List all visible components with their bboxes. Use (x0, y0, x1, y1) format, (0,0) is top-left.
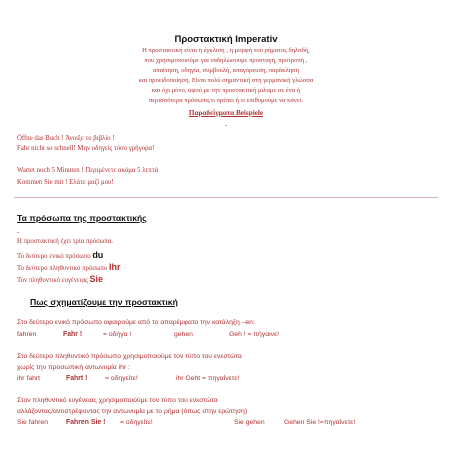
pronoun-ihr: Ihr (109, 262, 121, 272)
intro-line-5: και όχι μόνο, αφού με την προστακτική μιλαμε σε ένα ή (151, 87, 301, 94)
formation-p3-line-2: αλλάζοντας/αντιστρέφοντας την αντωνυμία με το ρήμα (όπως στην ερώτηση) (17, 408, 248, 415)
formation-p3-line-1: Στον πληθυντικό ευγένειας χρησιμοποιούμε τον τύπο του ενεστώτα (17, 397, 218, 404)
section-heading-formation: Πως σχηματίζουμε την προστακτική (30, 297, 178, 307)
intro-line-4: και προειδοποίηση. Είναι πολύ σημαντική στη γερμανική γλώσσα (138, 77, 314, 84)
formation-p2-example-ihr-geht: ihr Geht = πηγαίνετε! (176, 375, 240, 382)
persons-line-1: Η προστακτική έχει τρία πρόσωπα. (17, 238, 113, 245)
persons-line-4-text: Τον πληθυντικό ευγένειας (17, 277, 88, 284)
formation-p3-example-sie-gehen: Sie gehen (234, 419, 265, 426)
formation-p2-example-fahrt: Fahrt ! (66, 375, 88, 382)
divider (14, 197, 438, 198)
example-line-1: Öffne das Buch ! Άνοιξε το βιβλίο ! (17, 135, 115, 142)
intro-line-6: περισσότερα πρόσωπα,τι πρέπει ή τι επιθυμούμε να κάνει. (148, 97, 304, 104)
page-title: Προστακτική Imperativ (174, 34, 278, 45)
pronoun-sie: Sie (89, 274, 104, 284)
formation-p3-example-odigeite: = οδηγείτε! (120, 419, 153, 426)
examples-heading: Παραδείγματα Beispiele (188, 109, 264, 117)
persons-line-3-text: Το δεύτερο πληθυντικό πρόσωπο (17, 265, 108, 272)
formation-p2-example-odigeite: = οδηγείτε! (105, 375, 138, 382)
bullet-dot: - (17, 228, 20, 236)
bullet-dot: - (224, 121, 228, 129)
persons-line-3 (17, 262, 121, 272)
example-line-4: Kommen Sie mit ! Ελάτε μαζί μου! (17, 179, 114, 186)
formation-p2-line-2: χωρίς την προσωπική αντωνυμία ihr : (17, 364, 130, 371)
example-line-2: Fahr nicht so schnell! Μην οδηγείς τόσο γρήγορα! (17, 145, 155, 152)
intro-line-3: απαίτηση, οδηγία, συμβουλή, απαγόρευση, παράκληση (152, 67, 300, 74)
formation-p2-line-1: Στο δεύτερο πληθυντικό πρόσωπο χρησιμοποιούμε τον τύπο του ενεστώτα (17, 353, 242, 360)
persons-line-2-text: Το δεύτερο ενικό πρόσωπο (17, 253, 91, 260)
formation-p1-example-fahren: fahren (17, 331, 37, 338)
formation-p1-example-gehen: gehen (174, 331, 193, 338)
formation-p1-example-geh: Geh ! = πήγαινε! (229, 331, 279, 338)
intro-line-2: που χρησιμοποιούμε για ναδηλώσουμε προσταγή, προτροπή , (144, 57, 308, 64)
formation-p1-example-odiga: = οδήγα ! (103, 331, 132, 338)
formation-p1-line-1: Στο δεύτερο ενικό πρόσωπο αφαιρούμε από το απαρέμφατο την κατάληξη –en: (17, 319, 255, 326)
pronoun-du: du (92, 250, 104, 260)
formation-p2-example-ihr-fahrt: ihr fahrt (17, 375, 41, 382)
example-line-3: Wartet noch 5 Minuten ! Περιμένετε ακόμα 5 λεπτά (17, 167, 159, 174)
persons-line-2 (17, 250, 103, 260)
formation-p3-example-gehen-sie: Gehen Sie !=πηγαίνετε! (284, 419, 356, 426)
intro-line-1: Η προστακτική είναι η έγκλιση , η μορφή του ρήματος δηλαδή, (142, 47, 310, 54)
formation-p3-example-fahren-sie: Fahren Sie ! (66, 419, 106, 426)
formation-p3-example-sie-fahren: Sie fahren (17, 419, 48, 426)
persons-line-4 (17, 274, 103, 284)
section-heading-persons: Τα πρόσωπα της προστακτικής (17, 213, 147, 223)
formation-p1-example-fahr: Fahr ! (63, 331, 83, 338)
